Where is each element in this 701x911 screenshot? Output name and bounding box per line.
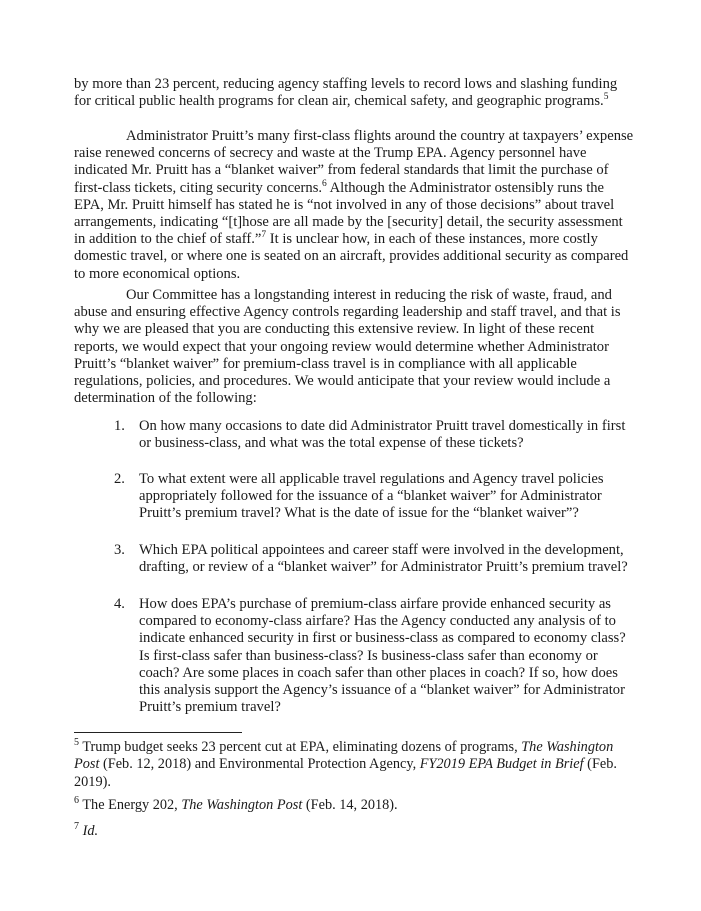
question-item-4 <box>114 596 634 716</box>
question-text: Which EPA political appointees and career staff were involved in the development, drafting, or review of a “blanket waiver” for Administrator Pruitt’s premium travel? <box>139 542 628 576</box>
footnote-ref-6[interactable]: 6 <box>322 178 327 189</box>
footnote-text: Trump budget seeks 23 percent cut at EPA, eliminating dozens of programs, <box>79 739 522 755</box>
footnote-6 <box>74 797 634 814</box>
footnote-7 <box>74 823 634 840</box>
question-text: How does EPA’s purchase of premium-class airfare provide enhanced security as compared to economy-class airfare? Has the Agency conducted any analysis of to indicate enhanced security in first or business-class as compared to economy class? Is first-class safer than business-class? Is business-class safer than economy or coach? Are some places in coach safer than other places in coach? If so, how does this analysis support the Agency’s issuance of a “blanket waiver” for Administrator Pruitt’s premium travel? <box>139 596 626 716</box>
footnote-text: The Energy 202, <box>79 797 182 813</box>
question-number: 3. <box>114 542 125 558</box>
question-item-2 <box>114 471 634 523</box>
paragraph-first-class-flights <box>74 128 634 283</box>
paragraph-text: by more than 23 percent, reducing agency staffing levels to record lows and slashing funding for critical public health programs for clean air, chemical safety, and geographic programs. <box>74 76 618 110</box>
paragraph-text: Although the Administrator ostensibly runs the EPA, Mr. Pruitt himself has stated he is “not involved in any of those decisions” about travel arrangements, indicating “[t]hose are all made by the [security] detail, the security assessment in addition to the chief of staff.” <box>74 179 623 248</box>
footnote-text: (Feb. 14, 2018). <box>302 797 398 813</box>
question-item-3 <box>114 542 634 576</box>
footnote-source: The Washington Post <box>74 739 614 773</box>
footnote-number: 5 <box>74 737 79 749</box>
footnote-source: Id. <box>79 823 99 839</box>
paragraph-text: It is unclear how, in each of these instances, more costly domestic travel, or where one is seated on an aircraft, provides additional security as compared to more economical options. <box>74 231 629 282</box>
question-number: 1. <box>114 418 125 434</box>
footnote-ref-7[interactable]: 7 <box>261 230 267 241</box>
paragraph-text: Administrator Pruitt’s many first-class flights around the country at taxpayers’ expense raise renewed concerns of secrecy and waste at the Trump EPA. Agency personnel have indicated Mr. Pruitt has a “blanket waiver” from federal standards that limit the purchase of first-class tickets, citing security concerns. <box>74 128 634 196</box>
footnote-number: 6 <box>74 795 79 807</box>
question-number: 2. <box>114 471 125 487</box>
footnote-text: (Feb. 2019). <box>74 756 617 790</box>
footnote-text: (Feb. 12, 2018) and Environmental Protection Agency, <box>99 756 420 773</box>
question-item-1 <box>114 418 634 452</box>
footnote-source: FY2019 EPA Budget in Brief <box>419 756 584 773</box>
footnote-5 <box>74 739 634 791</box>
paragraph-budget-cuts <box>74 76 634 110</box>
question-number: 4. <box>114 596 125 612</box>
footnote-source: The Washington Post <box>181 797 303 813</box>
footnote-separator <box>74 732 242 733</box>
question-text: To what extent were all applicable travel regulations and Agency travel policies appropriately followed for the issuance of a “blanket waiver” for Administrator Pruitt’s premium travel? What is the date of issue for the “blanket waiver”? <box>139 471 604 522</box>
paragraph-text: Our Committee has a longstanding interest in reducing the risk of waste, fraud, and abuse and ensuring effective Agency controls regarding leadership and staff travel, and that is why we are pleased that you are conducting this extensive review. In light of these recent reports, we would expect that your ongoing review would determine whether Administrator Pruitt’s “blanket waiver” for premium-class travel is in compliance with all applicable regulations, policies, and procedures. We would anticipate that your review would include a determination of the following: <box>74 287 621 407</box>
question-text: On how many occasions to date did Administrator Pruitt travel domestically in first or business-class, and what was the total expense of these tickets? <box>139 418 626 452</box>
footnote-number: 7 <box>74 821 79 833</box>
footnote-ref-5[interactable]: 5 <box>603 92 609 103</box>
paragraph-committee-interest <box>74 287 634 407</box>
